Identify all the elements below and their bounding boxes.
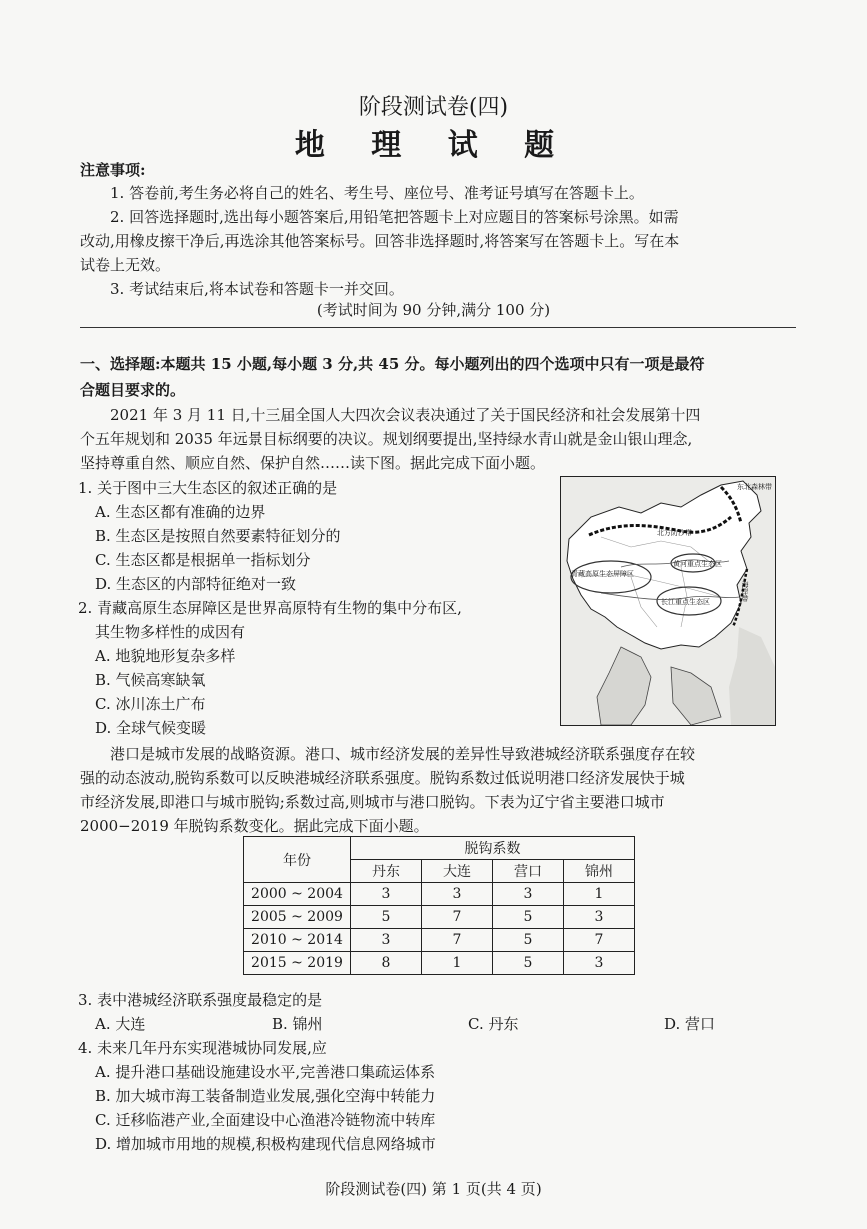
map-label-plateau: 青藏高原生态屏障区 <box>571 570 634 578</box>
notice-item-2b: 改动,用橡皮擦干净后,再选涂其他答案标号。回答非选择题时,将答案写在答题卡上。写在本 <box>80 232 680 250</box>
q3-stem: 3. 表中港城经济联系强度最稳定的是 <box>78 991 323 1009</box>
passage2-line4: 2000−2019 年脱钩系数变化。据此完成下面小题。 <box>80 817 429 835</box>
q1-option-d: D. 生态区的内部特征绝对一致 <box>95 575 297 593</box>
table-row <box>244 929 635 952</box>
map-label-huang: 黄河重点生态区 <box>673 560 722 568</box>
q4-option-d: D. 增加城市用地的规模,积极构建现代信息网络城市 <box>95 1135 436 1153</box>
table-cell: 5 <box>351 906 422 929</box>
passage2-line3: 市经济发展,即港口与城市脱钩;系数过高,则城市与港口脱钩。下表为辽宁省主要港口城市 <box>80 793 665 811</box>
table-header-city: 营口 <box>493 860 564 883</box>
decoupling-table <box>243 836 635 975</box>
passage1-line1: 2021 年 3 月 11 日,十三届全国人大四次会议表决通过了关于国民经济和社会发展第十四 <box>110 406 701 424</box>
q2-option-d: D. 全球气候变暖 <box>95 719 207 737</box>
table-cell: 3 <box>564 952 635 975</box>
notice-item-2a: 2. 回答选择题时,选出每小题答案后,用铅笔把答题卡上对应题目的答案标号涂黑。如需 <box>110 208 679 226</box>
table-cell: 3 <box>493 883 564 906</box>
table-header-city: 锦州 <box>564 860 635 883</box>
q1-option-a: A. 生态区都有准确的边界 <box>95 503 266 521</box>
passage2-line1: 港口是城市发展的战略资源。港口、城市经济发展的差异性导致港城经济联系强度存在较 <box>110 745 696 763</box>
section-heading-line2: 合题目要求的。 <box>80 381 186 399</box>
q3-option-c: C. 丹东 <box>468 1015 519 1033</box>
table-cell: 5 <box>493 929 564 952</box>
table-cell-period: 2010 ~ 2014 <box>244 929 351 952</box>
time-note: (考试时间为 90 分钟,满分 100 分) <box>316 301 551 319</box>
q4-option-a: A. 提升港口基础设施建设水平,完善港口集疏运体系 <box>95 1063 436 1081</box>
q3-option-a: A. 大连 <box>95 1015 146 1033</box>
table-row <box>244 906 635 929</box>
q4-option-b: B. 加大城市海工装备制造业发展,强化空海中转能力 <box>95 1087 436 1105</box>
china-map-illustration <box>561 477 775 725</box>
ecological-zones-map <box>560 476 776 726</box>
q1-option-b: B. 生态区是按照自然要素特征划分的 <box>95 527 341 545</box>
notice-item-3: 3. 考试结束后,将本试卷和答题卡一并交回。 <box>110 280 404 298</box>
table-cell: 8 <box>351 952 422 975</box>
q2-option-b: B. 气候高寒缺氧 <box>95 671 206 689</box>
q1-option-c: C. 生态区都是根据单一指标划分 <box>95 551 311 569</box>
map-label-ne: 东北森林带 <box>737 483 772 491</box>
table-row <box>244 883 635 906</box>
table-header-city: 大连 <box>422 860 493 883</box>
table-cell: 5 <box>493 906 564 929</box>
table-header-city: 丹东 <box>351 860 422 883</box>
table-cell: 7 <box>422 929 493 952</box>
q2-option-c: C. 冰川冻土广布 <box>95 695 206 713</box>
q2-stem-line2: 其生物多样性的成因有 <box>95 623 246 641</box>
exam-subtitle: 阶段测试卷(四) <box>358 95 509 120</box>
map-label-coast: 海岸带 <box>741 581 749 602</box>
table-cell: 3 <box>351 929 422 952</box>
passage2-line2: 强的动态波动,脱钩系数可以反映港城经济联系强度。脱钩系数过低说明港口经济发展快于城 <box>80 769 685 787</box>
table-cell-period: 2015 ~ 2019 <box>244 952 351 975</box>
passage1-line3: 坚持尊重自然、顺应自然、保护自然……读下图。据此完成下面小题。 <box>80 454 546 472</box>
divider <box>80 327 796 328</box>
table-header-year: 年份 <box>244 837 351 883</box>
notice-item-2c: 试卷上无效。 <box>80 256 171 274</box>
table-cell: 1 <box>564 883 635 906</box>
q2-option-a: A. 地貌地形复杂多样 <box>95 647 236 665</box>
map-label-north: 北方防沙带 <box>657 529 692 537</box>
table-header-group: 脱钩系数 <box>351 837 635 860</box>
table-cell: 7 <box>564 929 635 952</box>
table-row <box>244 952 635 975</box>
q3-option-b: B. 锦州 <box>272 1015 323 1033</box>
page-footer: 阶段测试卷(四) 第 1 页(共 4 页) <box>325 1180 542 1198</box>
map-label-changjiang: 长江重点生态区 <box>661 598 710 606</box>
table-cell: 7 <box>422 906 493 929</box>
table-cell: 3 <box>351 883 422 906</box>
table-cell: 3 <box>422 883 493 906</box>
q3-option-d: D. 营口 <box>664 1015 716 1033</box>
q2-stem-line1: 2. 青藏高原生态屏障区是世界高原特有生物的集中分布区, <box>78 599 462 617</box>
table-cell: 1 <box>422 952 493 975</box>
q4-option-c: C. 迁移临港产业,全面建设中心渔港冷链物流中转库 <box>95 1111 436 1129</box>
q1-stem: 1. 关于图中三大生态区的叙述正确的是 <box>78 479 338 497</box>
exam-title: 地 理 试 题 <box>294 128 573 163</box>
table-cell-period: 2005 ~ 2009 <box>244 906 351 929</box>
table-cell: 5 <box>493 952 564 975</box>
table-cell-period: 2000 ~ 2004 <box>244 883 351 906</box>
q4-stem: 4. 未来几年丹东实现港城协同发展,应 <box>78 1039 327 1057</box>
notice-heading: 注意事项: <box>80 161 146 179</box>
notice-item-1: 1. 答卷前,考生务必将自己的姓名、考生号、座位号、准考证号填写在答题卡上。 <box>110 184 644 202</box>
section-heading-line1: 一、选择题:本题共 15 小题,每小题 3 分,共 45 分。每小题列出的四个选项中只有一项是最符 <box>80 355 705 373</box>
table-cell: 3 <box>564 906 635 929</box>
passage1-line2: 个五年规划和 2035 年远景目标纲要的决议。规划纲要提出,坚持绿水青山就是金山银山理念, <box>80 430 693 448</box>
